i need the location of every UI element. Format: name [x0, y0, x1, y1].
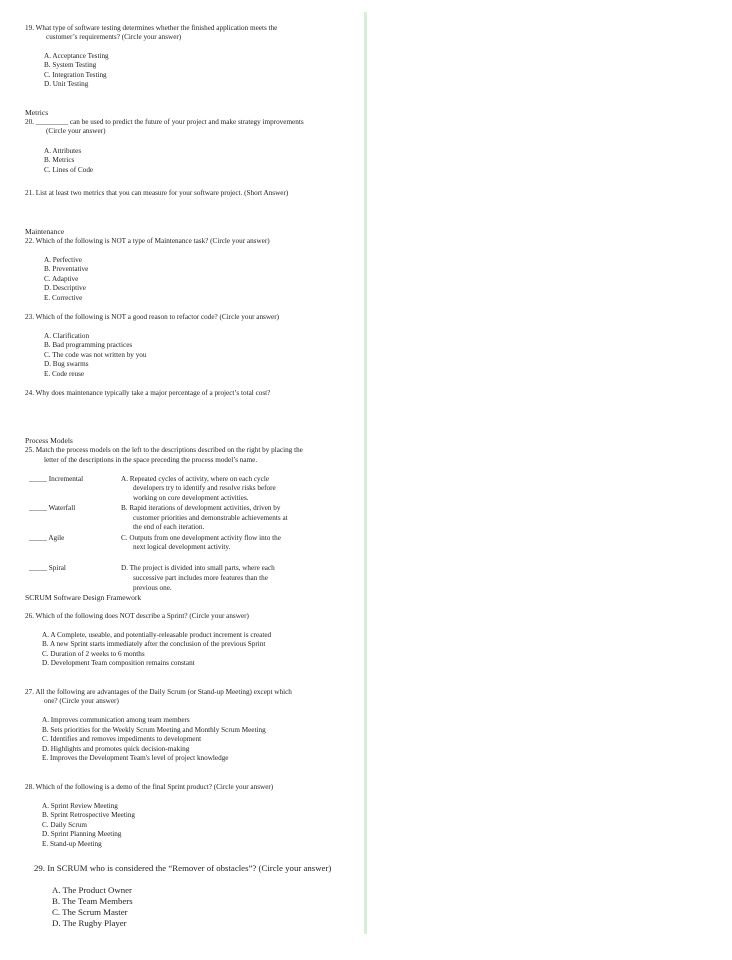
question-25-line2: letter of the descriptions in the space preceding the process model’s name.	[44, 456, 258, 464]
q28-option-e: E. Stand-up Meeting	[42, 840, 102, 848]
q28-option-a: A. Sprint Review Meeting	[42, 802, 118, 810]
q23-option-d: D. Bug swarms	[44, 360, 89, 368]
q29-option-c: C. The Scrum Master	[52, 907, 128, 917]
match-blank-spiral: _____ Spiral	[29, 564, 66, 572]
q29-option-b: B. The Team Members	[52, 896, 133, 906]
desc-a-line1: A. Repeated cycles of activity, where on each cycle	[121, 475, 270, 483]
desc-d-line3: previous one.	[133, 584, 172, 592]
question-19-line2: customer’s requirements? (Circle your answer)	[46, 33, 182, 41]
q20-option-c: C. Lines of Code	[44, 166, 94, 174]
q22-option-e: E. Corrective	[44, 294, 83, 302]
q27-option-c: C. Identifies and removes impediments to development	[42, 735, 202, 743]
section-heading-scrum: SCRUM Software Design Framework	[25, 593, 142, 602]
question-27-line1: 27. All the following are advantages of the Daily Scrum (or Stand-up Meeting) except which	[25, 688, 292, 696]
q26-option-d: D. Development Team composition remains constant	[42, 659, 195, 667]
question-25-line1: 25. Match the process models on the left to the descriptions described on the right by placing the	[25, 446, 303, 454]
q29-option-d: D. The Rugby Player	[52, 918, 127, 928]
match-blank-agile: _____ Agile	[29, 534, 65, 542]
question-20-line2: (Circle your answer)	[46, 127, 106, 135]
q22-option-c: C. Adaptive	[44, 275, 79, 283]
q19-option-b: B. System Testing	[44, 61, 97, 69]
desc-d-line1: D. The project is divided into small parts, where each	[121, 564, 275, 572]
q20-option-b: B. Metrics	[44, 156, 75, 164]
section-heading-metrics: Metrics	[25, 108, 49, 117]
q29-option-a: A. The Product Owner	[52, 885, 132, 895]
q19-option-c: C. Integration Testing	[44, 71, 107, 79]
q28-option-d: D. Sprint Planning Meeting	[42, 830, 122, 838]
q26-option-b: B. A new Sprint starts immediately after the conclusion of the previous Sprint	[42, 640, 266, 648]
match-blank-waterfall: _____ Waterfall	[29, 504, 76, 512]
desc-a-line2: developers try to identify and resolve risks before	[133, 484, 276, 492]
q27-option-b: B. Sets priorities for the Weekly Scrum Meeting and Monthly Scrum Meeting	[42, 726, 266, 734]
question-24: 24. Why does maintenance typically take a major percentage of a project’s total cost?	[25, 389, 271, 397]
desc-b-line1: B. Rapid iterations of development activities, driven by	[121, 504, 281, 512]
q27-option-e: E. Improves the Development Team's level of project knowledge	[42, 754, 229, 762]
q27-option-a: A. Improves communication among team members	[42, 716, 190, 724]
q20-option-a: A. Attributes	[44, 147, 82, 155]
question-21: 21. List at least two metrics that you can measure for your software project. (Short Answer)	[25, 189, 289, 197]
question-28: 28. Which of the following is a demo of the final Sprint product? (Circle your answer)	[25, 783, 274, 791]
q22-option-d: D. Descriptive	[44, 284, 86, 292]
q28-option-b: B. Sprint Retrospective Meeting	[42, 811, 136, 819]
match-blank-incremental: _____ Incremental	[29, 475, 84, 483]
q26-option-a: A. A Complete, useable, and potentially-releasable product increment is created	[42, 631, 272, 639]
desc-a-line3: working on core development activities.	[133, 494, 249, 502]
q19-option-d: D. Unit Testing	[44, 80, 89, 88]
q23-option-b: B. Bad programming practices	[44, 341, 133, 349]
question-22: 22. Which of the following is NOT a type of Maintenance task? (Circle your answer)	[25, 237, 270, 245]
q26-option-c: C. Duration of 2 weeks to 6 months	[42, 650, 145, 658]
q23-option-c: C. The code was not written by you	[44, 351, 147, 359]
question-29: 29. In SCRUM who is considered the “Remover of obstacles”? (Circle your answer)	[34, 863, 332, 873]
question-26: 26. Which of the following does NOT describe a Sprint? (Circle your answer)	[25, 612, 249, 620]
desc-b-line3: the end of each iteration.	[133, 523, 205, 531]
section-heading-process-models: Process Models	[25, 436, 73, 445]
q23-option-a: A. Clarification	[44, 332, 90, 340]
q22-option-b: B. Preventative	[44, 265, 89, 273]
q19-option-a: A. Acceptance Testing	[44, 52, 109, 60]
question-20-line1: 20. _________ can be used to predict the future of your project and make strategy improvements	[25, 118, 304, 126]
margin-rule	[364, 12, 367, 934]
q27-option-d: D. Highlights and promotes quick decision-making	[42, 745, 190, 753]
question-23: 23. Which of the following is NOT a good reason to refactor code? (Circle your answer)	[25, 313, 280, 321]
section-heading-maintenance: Maintenance	[25, 227, 65, 236]
desc-b-line2: customer priorities and demonstrable achievements at	[133, 514, 288, 522]
q22-option-a: A. Perfective	[44, 256, 82, 264]
q23-option-e: E. Code reuse	[44, 370, 85, 378]
question-19-line1: 19. What type of software testing determines whether the finished application meets the	[25, 24, 278, 32]
desc-d-line2: successive part includes more features than the	[133, 574, 268, 582]
desc-c-line2: next logical development activity.	[133, 543, 231, 551]
q28-option-c: C. Daily Scrum	[42, 821, 87, 829]
question-27-line2: one? (Circle your answer)	[44, 697, 119, 705]
desc-c-line1: C. Outputs from one development activity flow into the	[121, 534, 281, 542]
